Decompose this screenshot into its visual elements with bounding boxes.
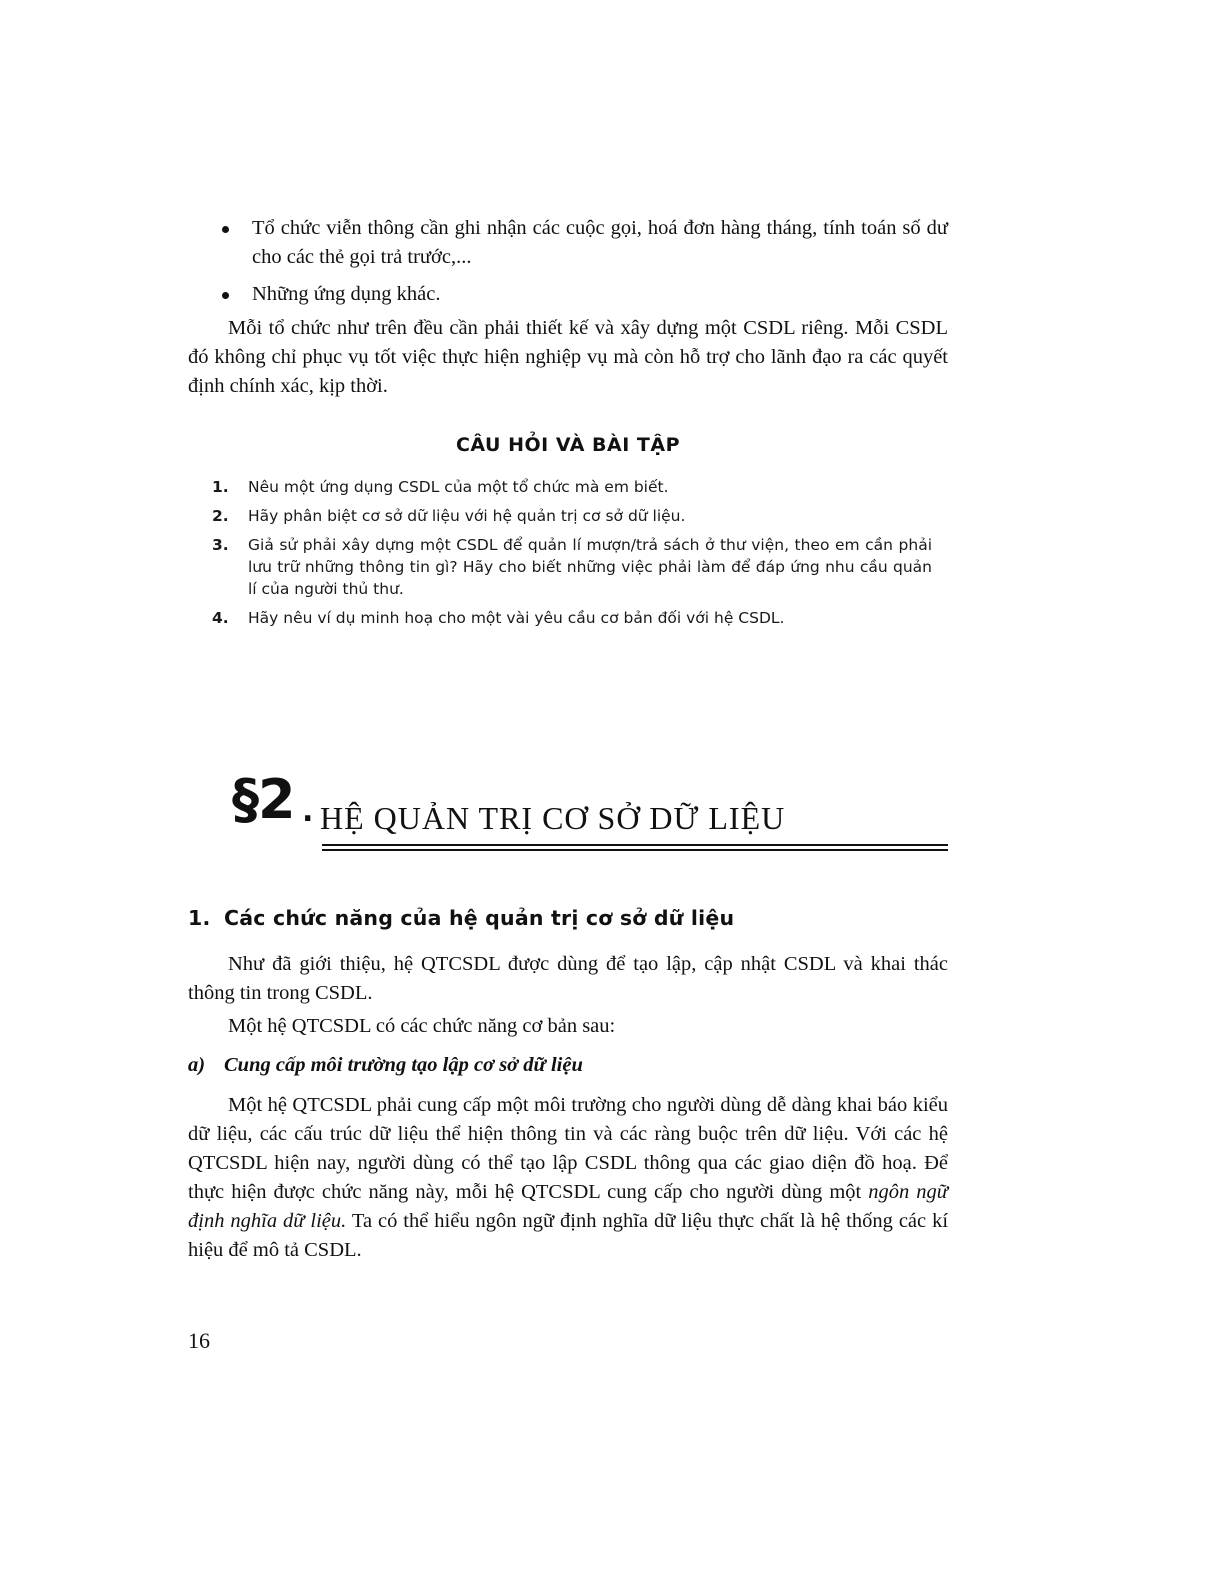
bullet-item-other: [220, 280, 948, 309]
subsection-a-text-before: Một hệ QTCSDL phải cung cấp một môi trường cho người dùng dễ dàng khai báo kiểu dữ liệu, các cấu trúc dữ liệu thể hiện thông tin và các ràng buộc trên dữ liệu. Với các hệ QTCSDL hiện nay, người dùng có thể tạo lập CSDL thông qua các giao diện đồ hoạ. Để thực hiện được chức năng này, mỗi hệ QTCSDL cung cấp cho người dùng một: [188, 1094, 948, 1203]
ddl-term: ngôn ngữ định nghĩa dữ liệu.: [188, 1181, 948, 1232]
bullet-text: Những ứng dụng khác.: [252, 283, 441, 305]
subsection-a-title: Cung cấp môi trường tạo lập cơ sở dữ liệu: [224, 1054, 583, 1076]
bullet-item-telecom: [220, 214, 948, 272]
subsection-1-paragraph-1: Như đã giới thiệu, hệ QTCSDL được dùng để tạo lập, cập nhật CSDL và khai thác thông tin trong CSDL.: [188, 953, 948, 1004]
section-heading: [232, 770, 948, 860]
subsection-1-title: Các chức năng của hệ quản trị cơ sở dữ liệu: [224, 906, 735, 930]
subsection-1-body: [188, 950, 948, 1041]
section-dot: .: [302, 794, 314, 829]
questions-title: CÂU HỎI VÀ BÀI TẬP: [455, 434, 681, 456]
subsection-a-text-after: Ta có thể hiểu ngôn ngữ định nghĩa dữ liệu thực chất là hệ thống các kí hiệu để mô tả CSDL.: [188, 1210, 949, 1261]
section-title: HỆ QUẢN TRỊ CƠ SỞ DỮ LIỆU: [320, 800, 786, 836]
question-item: [212, 505, 932, 527]
intro-block: [188, 314, 948, 401]
questions-list: [212, 476, 932, 636]
question-number: 4.: [212, 609, 229, 627]
question-item: [212, 476, 932, 498]
subsection-1-number: 1.: [188, 906, 211, 930]
question-text: Nêu một ứng dụng CSDL của một tổ chức mà em biết.: [248, 478, 669, 496]
subsection-a-heading: [188, 1054, 583, 1077]
bullet-list: [220, 214, 948, 317]
subsection-a-label: a): [188, 1054, 206, 1076]
section-double-rule: [322, 844, 948, 851]
question-number: 1.: [212, 478, 229, 496]
question-number: 3.: [212, 536, 229, 554]
subsection-1-heading: [188, 906, 734, 930]
question-item: [212, 534, 932, 600]
intro-paragraph: Mỗi tổ chức như trên đều cần phải thiết kế và xây dựng một CSDL riêng. Mỗi CSDL đó không chỉ phục vụ tốt việc thực hiện nghiệp vụ mà còn hỗ trợ cho lãnh đạo ra các quyết định chính xác, kịp thời.: [188, 317, 948, 397]
subsection-a-paragraph: [188, 1091, 948, 1265]
subsection-1-paragraph-2: Một hệ QTCSDL có các chức năng cơ bản sau:: [228, 1015, 616, 1037]
question-text: Hãy nêu ví dụ minh hoạ cho một vài yêu cầu cơ bản đối với hệ CSDL.: [248, 609, 785, 627]
question-text: Giả sử phải xây dựng một CSDL để quản lí mượn/trả sách ở thư viện, theo em cần phải lưu trữ những thông tin gì? Hãy cho biết những việc phải làm để đáp ứng nhu cầu quản lí của người thủ thư.: [248, 536, 932, 598]
subsection-a-body: [188, 1091, 948, 1265]
bullet-icon: [222, 226, 229, 233]
page-number: 16: [188, 1328, 210, 1353]
bullet-text: Tổ chức viễn thông cần ghi nhận các cuộc gọi, hoá đơn hàng tháng, tính toán số dư cho các thẻ gọi trả trước,...: [252, 217, 948, 268]
question-text: Hãy phân biệt cơ sở dữ liệu với hệ quản trị cơ sở dữ liệu.: [248, 507, 686, 525]
section-symbol: §2: [232, 768, 295, 831]
bullet-icon: [222, 292, 229, 299]
question-item: [212, 607, 932, 629]
question-number: 2.: [212, 507, 229, 525]
